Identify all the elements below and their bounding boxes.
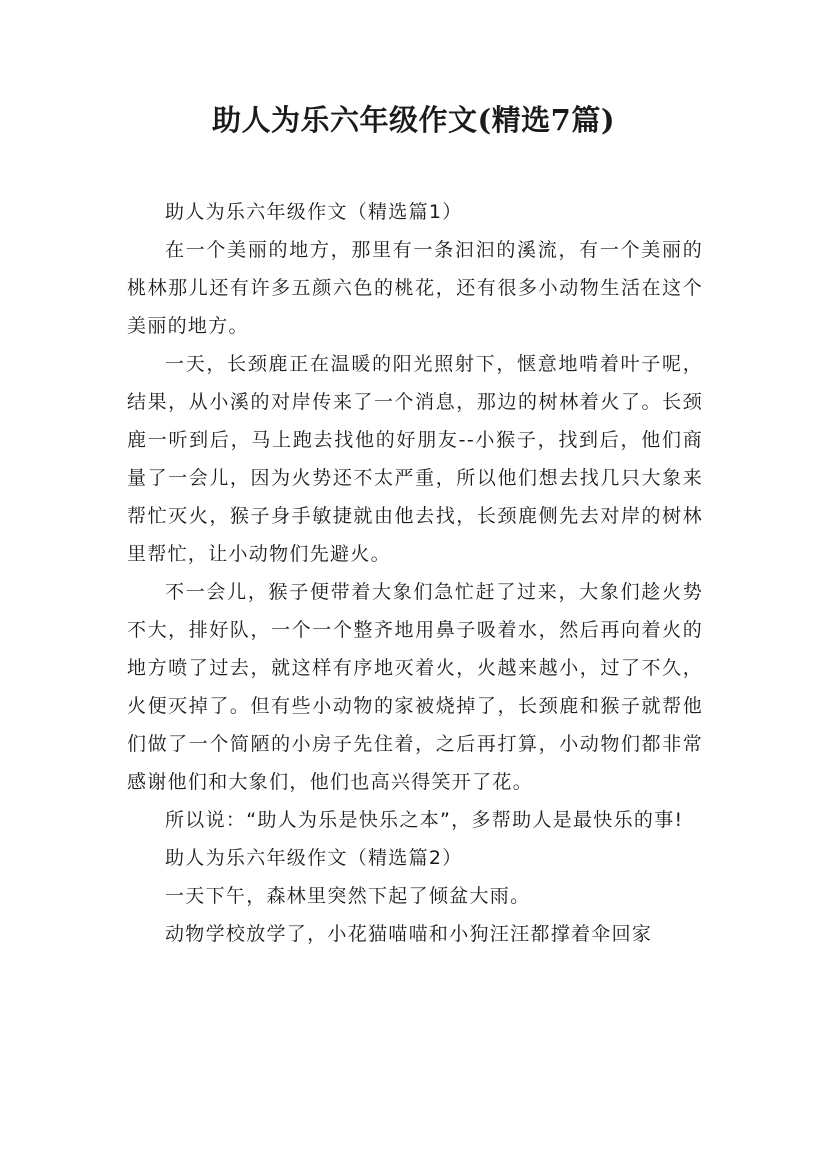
paragraph: 在一个美丽的地方，那里有一条汩汩的溪流，有一个美丽的桃林那儿还有许多五颜六色的桃花，还有很多小动物生活在这个美丽的地方。 (127, 239, 703, 337)
document-body (127, 193, 703, 953)
paragraph: 动物学校放学了，小花猫喵喵和小狗汪汪都撑着伞回家 (165, 923, 653, 945)
paragraph: 一天下午，森林里突然下起了倾盆大雨。 (165, 885, 531, 907)
section-heading-1: 助人为乐六年级作文（精选篇1） (165, 201, 463, 223)
paragraph: 所以说：“助人为乐是快乐之本”，多帮助人是最快乐的事! (165, 809, 684, 831)
paragraph: 不一会儿，猴子便带着大象们急忙赶了过来，大象们趁火势不大，排好队，一个一个整齐地用鼻子吸着水，然后再向着火的地方喷了过去，就这样有序地灭着火，火越来越小，过了不久，火便灭掉了。但有些小动物的家被烧掉了，长颈鹿和猴子就帮他们做了一个简陋的小房子先住着，之后再打算，小动物们都非常感谢他们和大象们，他们也高兴得笑开了花。 (127, 581, 703, 793)
section-heading-2: 助人为乐六年级作文（精选篇2） (165, 847, 463, 869)
document-title: 助人为乐六年级作文(精选7篇) (211, 103, 616, 137)
paragraph: 一天，长颈鹿正在温暖的阳光照射下，惬意地啃着叶子呢，结果，从小溪的对岸传来了一个消息，那边的树林着火了。长颈鹿一听到后，马上跑去找他的好朋友--小猴子，找到后，他们商量了一会儿，因为火势还不太严重，所以他们想去找几只大象来帮忙灭火，猴子身手敏捷就由他去找，长颈鹿侧先去对岸的树林里帮忙，让小动物们先避火。 (127, 353, 703, 565)
